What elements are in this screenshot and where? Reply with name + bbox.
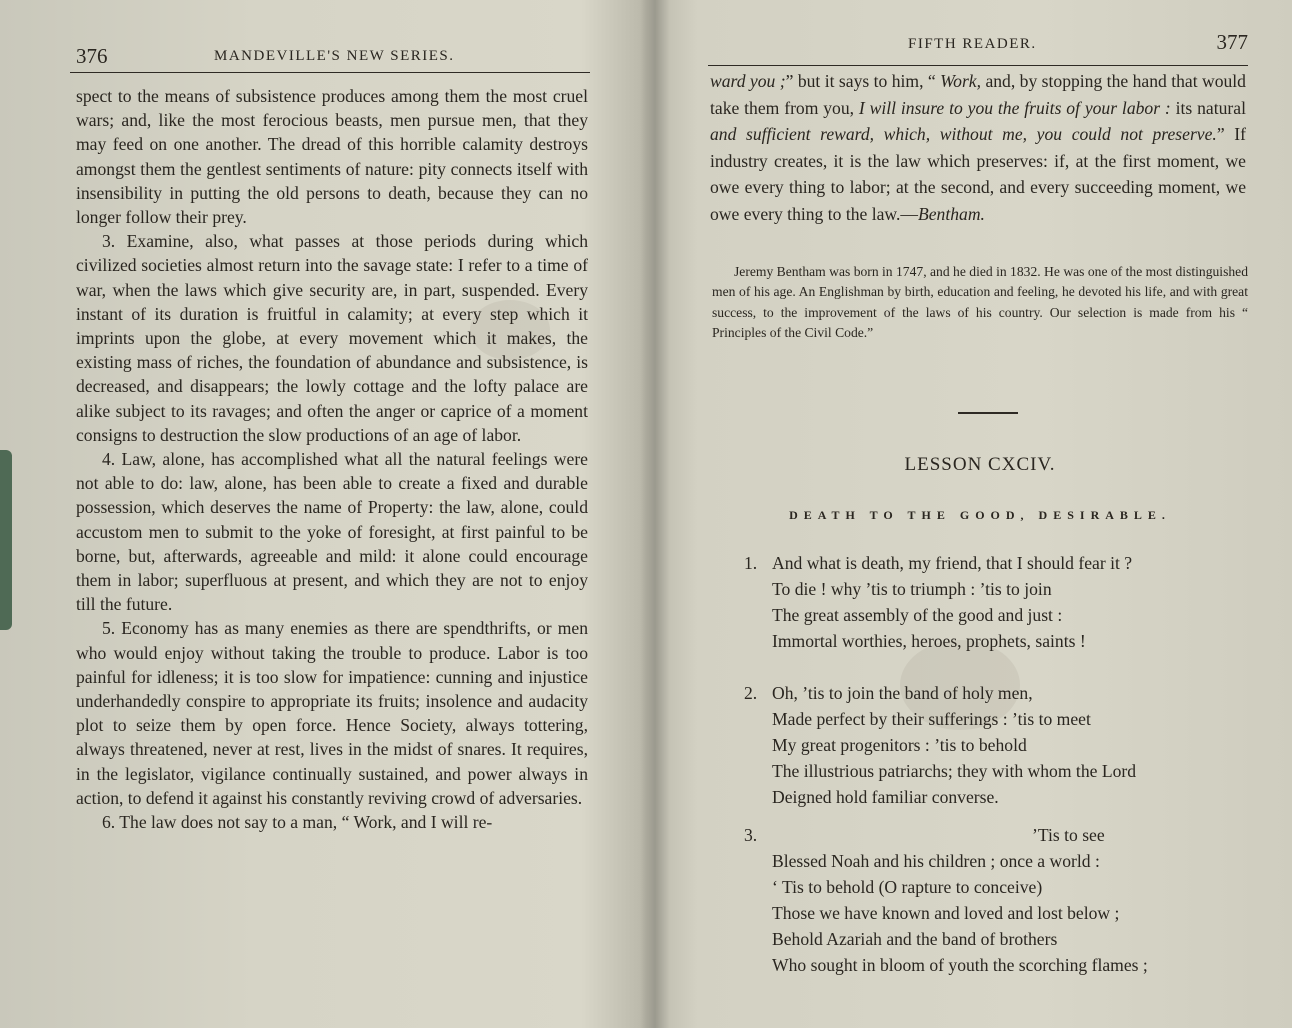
paragraph-4: 4. Law, alone, has accomplished what all the natural feelings were not able to do: law, alone, has been able to create a fixed and durable possession, which deserves the name of Property: the law, alone, could accustom men to submit to the yoke of foresight, at first painful to be borne, but, afterwards, agreeable and mild: it alone could encourage them in labor; superfluous at present, and which they are not to enjoy till the future.: [76, 449, 588, 615]
verse-line: Made perfect by their sufferings : ’tis to meet: [772, 709, 1091, 729]
verse-line: My great progenitors : ’tis to behold: [772, 735, 1027, 755]
text-run: its natural: [1170, 97, 1246, 118]
header-rule-left: [70, 72, 590, 73]
verse-line: ‘ Tis to behold (O rapture to conceive): [772, 877, 1043, 897]
text-run: ” If industry creates, it is the law which preserves: if, at the first moment, we owe every thing to labor; at the second, and every succeeding moment, we owe every thing to the law.—: [710, 124, 1246, 224]
verse-line: Oh, ’tis to join the band of holy men,: [772, 683, 1033, 703]
verse-line: To die ! why ’tis to triumph : ’tis to join: [772, 579, 1052, 599]
verse-line: Immortal worthies, heroes, prophets, saints !: [772, 631, 1086, 651]
verse-line: Who sought in bloom of youth the scorching flames ;: [772, 955, 1148, 975]
left-page: [40, 0, 600, 1028]
page-number-left: 376: [76, 44, 108, 68]
biographical-note: [712, 262, 1248, 344]
text-run: Work,: [940, 71, 982, 91]
verse-line: The illustrious patriarchs; they with whom the Lord: [772, 761, 1137, 781]
text-run: and sufficient reward, which, without me, you could not preserve.: [710, 124, 1217, 145]
stanza-3: [746, 822, 1148, 978]
paragraph-5: 5. Economy has as many enemies as there are spendthrifts, or men who would enjoy without taking the trouble to produce. Labor is too painful for idleness; it is too slow for impatience: cunning and injustice underhandedly conspire to appropriate its fruits; insolence and audacity plot to seize them by open force. Hence Society, always tottering, always threatened, never at rest, lives in the midst of snares. It requires, in the legislator, vigilance continually sustained, and power always in action, to defend it against his constantly reviving crowd of adversaries.: [76, 618, 588, 808]
text-run: and, by stopping the hand that would take them from you,: [710, 71, 1246, 118]
text-run: ” but it says to him, “: [785, 71, 941, 91]
author-attribution: Bentham.: [917, 203, 985, 224]
paragraph-6-continuation: [710, 68, 1246, 228]
verse-line: Those we have known and loved and lost below ;: [772, 903, 1120, 923]
running-title-right: FIFTH READER.: [908, 36, 1037, 52]
bookmark-ribbon: [0, 450, 12, 630]
text-run: I will insure to you the fruits of your labor :: [858, 97, 1171, 118]
text-run: ward you ;: [710, 71, 786, 91]
verse-line: Blessed Noah and his children ; once a world :: [772, 851, 1100, 871]
right-running-head: [700, 30, 1260, 70]
paragraph-3: 3. Examine, also, what passes at those periods during which civilized societies almost return into the savage state: I refer to a time of war, when the laws which give security are, in part, suspended. Every instant of its duration is fruitful in calamity; at every step which it imprints upon the globe, at every movement which it makes, the existing mass of riches, the foundation of abundance and subsistence, is decreased, and disappears; the lowly cottage and the lofty palace are alike subject to its ravages; and often the anger or caprice of a moment consigns to destruction the slow productions of an age of labor.: [76, 231, 588, 445]
running-title-left: MANDEVILLE'S NEW SERIES.: [214, 48, 455, 64]
note-text: Jeremy Bentham was born in 1747, and he died in 1832. He was one of the most distinguished men of his age. An Englishman by birth, education and feeling, he devoted his life, and with great success, to the improvement of the laws of his country. Our selection is made from his “ Principles of the Civil Code.”: [712, 264, 1248, 341]
verse-line: The great assembly of the good and just :: [772, 605, 1063, 625]
verse-line: Deigned hold familiar converse.: [772, 787, 999, 807]
right-body-text: [710, 68, 1246, 228]
verse-line: And what is death, my friend, that I should fear it ?: [772, 553, 1133, 573]
verse-line: Behold Azariah and the band of brothers: [772, 929, 1058, 949]
verse-line: ’Tis to see: [1032, 825, 1105, 845]
paragraph-6: 6. The law does not say to a man, “ Work, and I will re-: [102, 812, 493, 833]
stanza-number: 3.: [744, 825, 758, 845]
lesson-title: LESSON CXCIV.: [904, 454, 1056, 475]
stanza-1: [746, 550, 1132, 654]
stanza-number: 1.: [744, 553, 758, 573]
header-rule-right: [708, 65, 1248, 66]
stanza-number: 2.: [744, 683, 758, 703]
stanza-2: [746, 680, 1136, 810]
page-number-right: 377: [1216, 30, 1248, 54]
right-page: [700, 0, 1260, 1028]
section-divider: [958, 412, 1018, 414]
book-gutter: [640, 0, 670, 1028]
left-running-head: [40, 30, 600, 70]
paragraph-continuation: spect to the means of subsistence produces among them the most cruel wars; and, like the most ferocious beasts, men pursue men, that they may feed on one another. The dread of this horrible calamity destroys amongst them the gentlest sentiments of nature: pity connects itself with insensibility in putting the old persons to death, because they can no longer follow their prey.: [76, 86, 588, 228]
left-body-text: [76, 84, 588, 834]
lesson-subtitle: DEATH TO THE GOOD, DESIRABLE.: [789, 508, 1171, 522]
